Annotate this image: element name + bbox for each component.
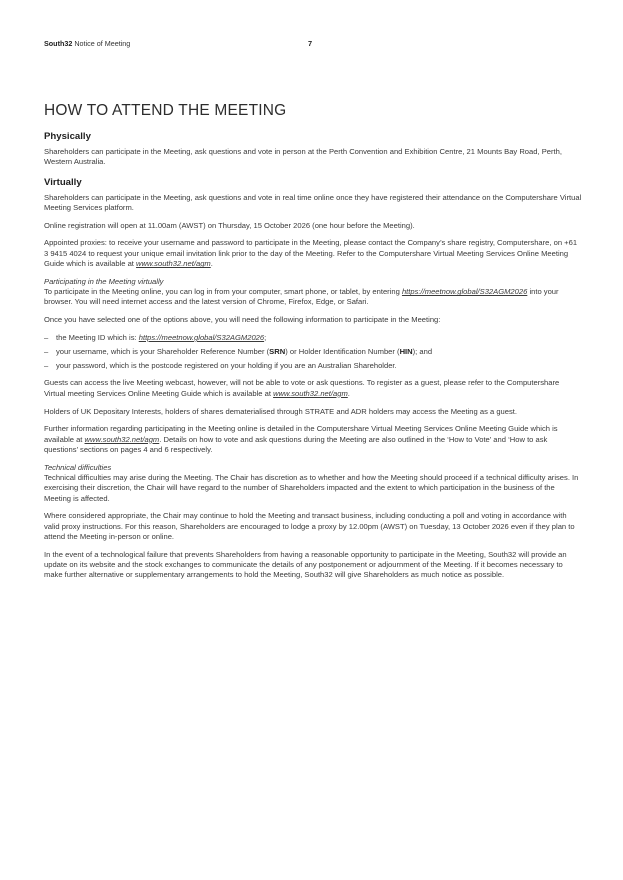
guests-end: . [347, 388, 350, 398]
brand-name: South32 [44, 39, 73, 48]
further-info-agm-link[interactable]: www.south32.net/agm [84, 434, 160, 444]
list-item-meeting-id [44, 333, 582, 343]
username-text-c: ); and [412, 346, 433, 356]
options-paragraph: Once you have selected one of the options above, you will need the following information to participate in the Meeting: [44, 315, 441, 325]
proxies-paragraph [44, 238, 582, 269]
page-title: HOW TO ATTEND THE MEETING [44, 102, 287, 119]
meeting-id-link[interactable]: https://meetnow.global/S32AGM2026 [138, 333, 265, 343]
hin-label: HIN [399, 346, 413, 356]
running-header [44, 39, 130, 48]
guests-text: Guests can access the live Meeting webcast, however, will not be able to vote or ask questions. To register as a guest, please refer to the Computershare Virtual meeting Services Online Meeting Guide which is available at [44, 378, 560, 398]
document-title: Notice of Meeting [74, 39, 131, 48]
further-info-paragraph [44, 424, 582, 455]
section-heading-virtually: Virtually [44, 176, 82, 188]
bullet-dash: – [44, 333, 49, 343]
guests-paragraph [44, 378, 582, 399]
bullet-dash: – [44, 346, 49, 356]
technical-paragraph-3: In the event of a technological failure that prevents Shareholders from having a reasonable opportunity to participate in the Meeting, South32 will provide an update on its website and the stock exchanges to communicate the details of any postponement or adjournment of the Meeting. If it becomes necessary to make further alternative or supplementary arrangements to hold the Meeting, South32 will give Shareholders as much notice as possible. [44, 549, 567, 580]
participate-text: To participate in the Meeting online, you can log in from your computer, smart phone, or tablet, by entering [44, 287, 402, 297]
required-info-list [44, 333, 582, 371]
main-content [44, 102, 582, 588]
guests-agm-link[interactable]: www.south32.net/agm [273, 388, 348, 398]
section-heading-physically: Physically [44, 131, 91, 142]
meeting-id-text: the Meeting ID which is: [56, 333, 139, 343]
list-item-password [44, 361, 582, 371]
physically-paragraph: Shareholders can participate in the Meeting, ask questions and vote in person at the Perth Convention and Exhibition Centre, 21 Mounts Bay Road, Perth, Western Australia. [44, 147, 562, 167]
technical-paragraph-1: Technical difficulties may arise during the Meeting. The Chair has discretion as to whether and how the Meeting should proceed if a technical difficulty arises. In exercising their discretion, the Chair will have regard to the number of Shareholders impacted and the extent to which participation in the business of the Meeting is affected. [44, 473, 579, 503]
participate-end: into your browser. You will need internet access and the latest version of Chrome, Firefox, Edge, or Safari. [44, 287, 559, 307]
username-text-b: ) or Holder Identification Number ( [285, 346, 400, 356]
virtually-paragraph-2: Online registration will open at 11.00am (AWST) on Thursday, 15 October 2026 (one hour before the Meeting). [44, 220, 415, 230]
further-info-end: . Details on how to vote and ask questions during the Meeting are also outlined in the ‘How to Vote’ and ‘How to ask questions’ sections on pages 4 and 6 respectively. [44, 434, 548, 454]
subheading-participating: Participating in the Meeting virtually [44, 276, 164, 286]
agm-link[interactable]: www.south32.net/agm [136, 259, 211, 269]
bullet-dash: – [44, 360, 49, 370]
list-item-username [44, 347, 582, 357]
subheading-technical: Technical difficulties [44, 462, 112, 472]
proxies-text: Appointed proxies: to receive your username and password to participate in the Meeting, please contact the Company’s share registry, Computershare, on +61 3 9415 4024 to request your unique email invitation link prior to the day of the Meeting. Refer to the Computershare Virtual Meeting Services Online Meeting Guide which is available at [44, 238, 578, 269]
uk-holders-paragraph: Holders of UK Depositary Interests, holders of shares dematerialised through STRATE and ADR holders may access the Meeting as a guest. [44, 406, 518, 416]
further-info-text: Further information regarding participating in the Meeting online is detailed in the Computershare Virtual Meeting Services Online Meeting Guide which is available at [44, 424, 558, 444]
username-text-a: your username, which is your Shareholder Reference Number ( [56, 346, 270, 356]
participate-paragraph [44, 287, 582, 308]
virtually-paragraph-1: Shareholders can participate in the Meeting, ask questions and vote in real time online once they have registered their attendance on the Computershare Virtual Meeting Services platform. [44, 192, 582, 212]
password-text: your password, which is the postcode registered on your holding if you are an Australian Shareholder. [56, 360, 397, 370]
page-number: 7 [308, 39, 313, 48]
srn-label: SRN [269, 346, 286, 356]
proxies-end: . [210, 259, 213, 269]
meetnow-link[interactable]: https://meetnow.global/S32AGM2026 [401, 287, 528, 297]
technical-paragraph-2: Where considered appropriate, the Chair may continue to hold the Meeting and transact business, including conducting a poll and voting in accordance with valid proxy instructions. For this reason, Shareholders are encouraged to lodge a proxy by 12.00pm (AWST) on Tuesday, 13 October 2026 even if they plan to attend the Meeting in-person or online. [44, 511, 575, 542]
meeting-id-end: ; [264, 333, 267, 343]
